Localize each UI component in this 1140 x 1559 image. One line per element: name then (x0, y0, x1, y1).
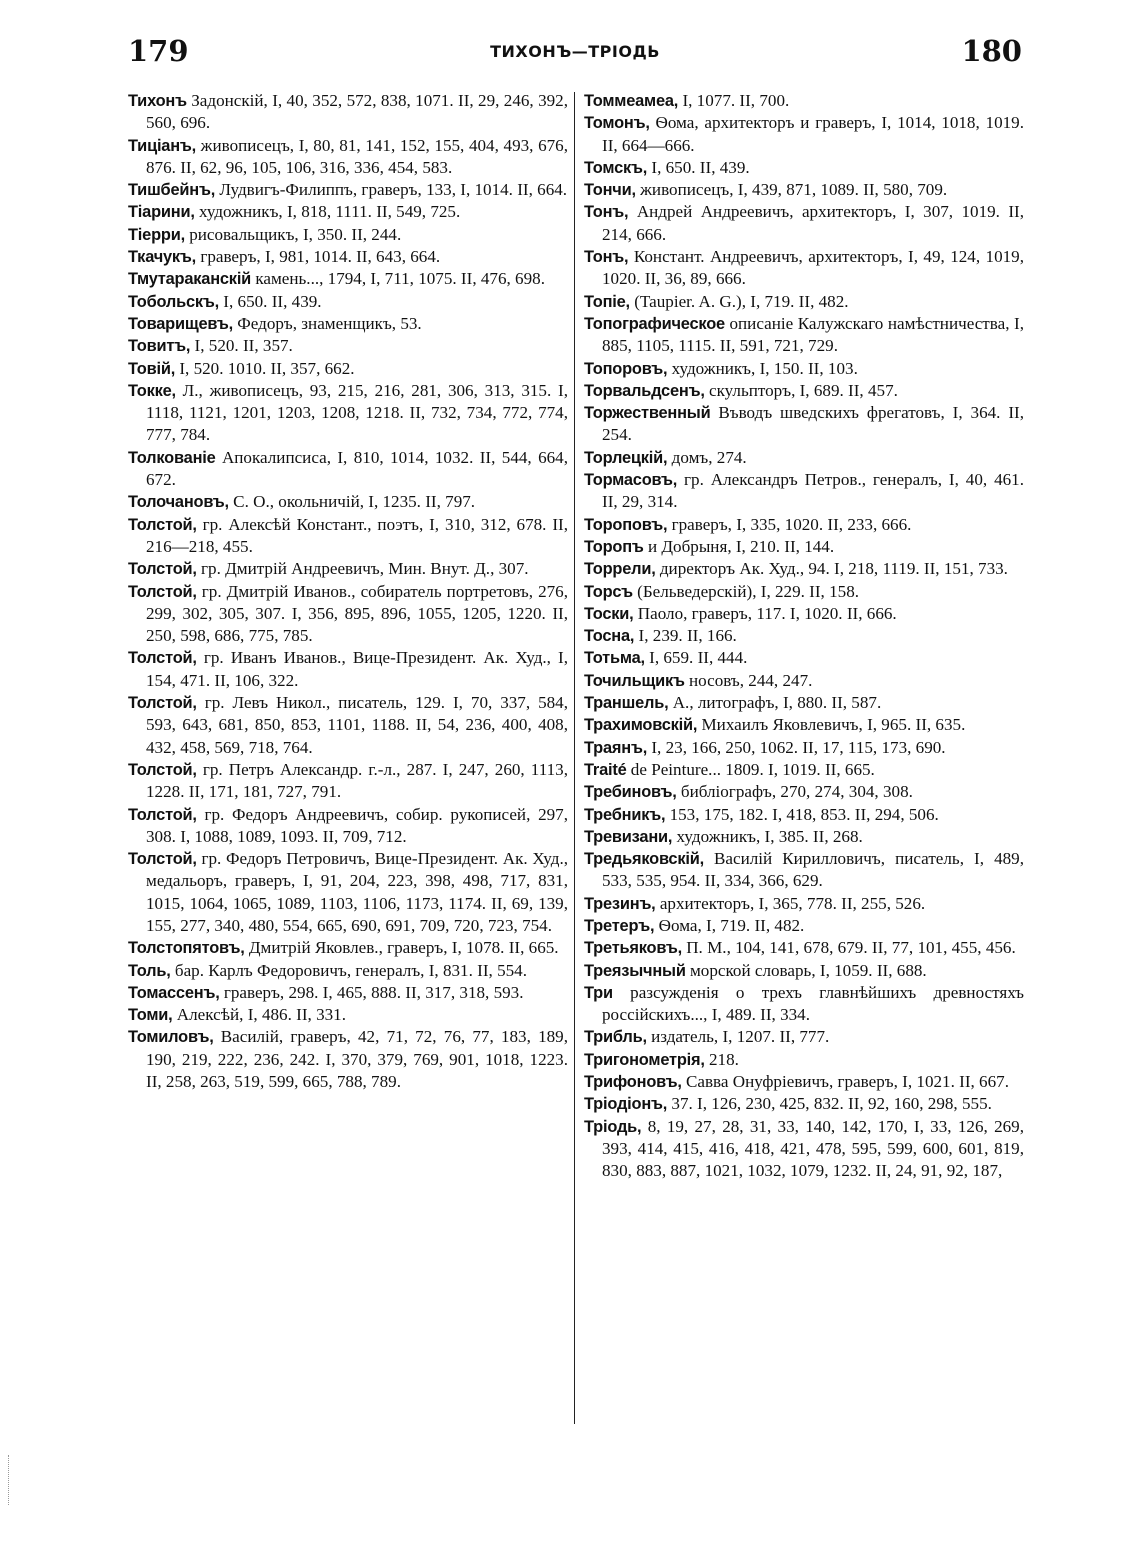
entry-headword: Требникъ, (584, 805, 666, 824)
entry-headword: Тріодіонъ, (584, 1095, 668, 1114)
entry-headword: Тосна, (584, 627, 635, 646)
index-entry (584, 848, 1024, 893)
entry-headword: Тиціанъ, (128, 136, 197, 155)
entry-headword: Томассенъ, (128, 983, 220, 1002)
index-entry (584, 112, 1024, 157)
entry-references: А., литографъ, I, 880. II, 587. (668, 693, 882, 713)
index-entry (584, 558, 1024, 580)
entry-references: Михаилъ Яковлевичъ, I, 965. II, 635. (697, 715, 966, 735)
entry-headword: Томмеамеа, (584, 92, 679, 110)
index-entry (584, 380, 1024, 402)
entry-headword: Томскъ, (584, 158, 648, 177)
entry-references: художникъ, I, 385. II, 268. (672, 826, 863, 846)
entry-headword: Трибль, (584, 1028, 647, 1047)
entry-references: Задонскій, I, 40, 352, 572, 838, 1071. II, 29, 246, 392, 560, 696. (146, 91, 568, 133)
entry-headword: Трахимовскій, (584, 716, 698, 735)
index-entry (584, 603, 1024, 625)
entry-headword: Товарищевъ, (128, 314, 233, 333)
index-entry (128, 848, 568, 937)
entry-references: описаніе Калужскаго намѣстничества, I, 885, 1105, 1115. II, 591, 721, 729. (602, 313, 1024, 356)
index-entry (584, 781, 1024, 803)
entry-references: Василій Кирилловичъ, писатель, I, 489, 533, 535, 954. II, 334, 366, 629. (602, 849, 1024, 891)
index-entry (128, 759, 568, 804)
entry-references: I, 239. II, 166. (634, 626, 737, 646)
entry-headword: Треязычный (584, 961, 686, 980)
index-entry (128, 692, 568, 759)
left-page-number: 179 (128, 34, 189, 68)
entry-headword: Толстой, (128, 582, 197, 601)
entry-headword: Траншель, (584, 694, 669, 713)
entry-references: de Peinture... 1809. I, 1019. II, 665. (626, 759, 875, 779)
index-entry (128, 937, 568, 959)
entry-headword: Тихонъ (128, 92, 187, 110)
entry-headword: Тормасовъ, (584, 471, 678, 490)
index-entry (128, 246, 568, 268)
entry-references: I, 520. II, 357. (190, 336, 293, 356)
entry-references: 8, 19, 27, 28, 31, 33, 140, 142, 170, I, 33, 126, 269, 393, 414, 415, 416, 418, 421, 478, 595, 599, 600, 601, 819, 830, 883, 887, 1021, 1032, 1079, 1232. II, 24, 91, 92, 187, (602, 1116, 1024, 1181)
entry-headword: Требиновъ, (584, 783, 677, 802)
entry-references: гр. Александръ Петров., генералъ, I, 40, 461. II, 29, 314. (602, 470, 1024, 512)
entry-references: гр. Дмитрій Иванов., собиратель портретовъ, 276, 299, 302, 305, 307. I, 356, 895, 896, 1055, 1205, 1220. II, 250, 598, 686, 775, 785. (146, 581, 568, 646)
index-entry (584, 982, 1024, 1027)
entry-references: Апокалипсиса, I, 810, 1014, 1032. II, 544, 664, 672. (146, 447, 568, 490)
entry-references: Василій, граверъ, 42, 71, 72, 76, 77, 183, 189, 190, 219, 222, 236, 242. I, 370, 379, 769, 901, 1018, 1223. II, 258, 263, 519, 599, 665, 788, 789. (146, 1027, 568, 1092)
index-entry (128, 380, 568, 447)
entry-references: гр. Федоръ Петровичъ, Вице-Президент. Ак. Худ., медальоръ, граверъ, I, 91, 204, 223, 398, 498, 717, 831, 1015, 1064, 1065, 1089, 1103, 1106, 1173, 1174. II, 69, 139, 155, 277, 340, 480, 554, 665, 690, 691, 709, 720, 723, 754. (146, 849, 568, 935)
entry-headword: Толь, (128, 961, 171, 980)
index-entry (584, 536, 1024, 558)
index-entry (128, 224, 568, 246)
entry-references: архитекторъ, I, 365, 778. II, 255, 526. (655, 893, 926, 913)
entry-headword: Торлецкій, (584, 448, 668, 467)
entry-headword: Тончи, (584, 181, 636, 200)
index-entry (584, 625, 1024, 647)
entry-references: гр. Дмитрій Андреевичъ, Мин. Внут. Д., 307. (196, 559, 529, 579)
entry-headword: Трезинъ, (584, 894, 656, 913)
index-entry (128, 647, 568, 692)
index-entry (128, 201, 568, 223)
index-entry (128, 491, 568, 513)
index-entry (584, 469, 1024, 514)
entry-references: директоръ Ак. Худ., 94. I, 218, 1119. II, 151, 733. (655, 559, 1008, 579)
entry-references: Федоръ, знаменщикъ, 53. (232, 313, 422, 333)
entry-references: гр. Левъ Никол., писатель, 129. I, 70, 337, 584, 593, 643, 681, 850, 853, 1101, 1188. II, 54, 236, 400, 408, 432, 458, 569, 718, 764. (146, 693, 568, 757)
entry-references: I, 650. II, 439. (219, 291, 322, 311)
index-entry (128, 514, 568, 559)
entry-headword: Тмутараканскій (128, 270, 252, 289)
index-entry (128, 447, 568, 492)
entry-references: 153, 175, 182. I, 418, 853. II, 294, 506. (665, 804, 939, 824)
index-entry (584, 179, 1024, 201)
entry-references: носовъ, 244, 247. (684, 670, 813, 690)
entry-headword: Тишбейнъ, (128, 181, 216, 200)
entry-references: бар. Карлъ Федоровичъ, генералъ, I, 831. II, 554. (170, 960, 527, 980)
column-divider (574, 92, 575, 1424)
entry-headword: Томонъ, (584, 114, 650, 133)
entry-references: 218. (704, 1049, 739, 1069)
entry-headword: Тотьма, (584, 649, 645, 668)
index-entry (584, 90, 1024, 112)
index-entry (584, 714, 1024, 736)
entry-headword: Тоски, (584, 604, 634, 623)
entry-headword: Тонъ, (584, 203, 629, 222)
entry-references: Л., живописецъ, 93, 215, 216, 281, 306, 313, 315. I, 1118, 1121, 1201, 1203, 1208, 1218. II, 732, 734, 772, 774, 777, 784. (146, 380, 568, 445)
index-entry (584, 670, 1024, 692)
index-entry (584, 647, 1024, 669)
index-entry (584, 915, 1024, 937)
index-entry (584, 759, 1024, 781)
entry-references: I, 650. II, 439. (647, 157, 750, 177)
margin-dotted-mark (8, 1455, 10, 1505)
entry-headword: Товитъ, (128, 337, 191, 356)
index-entry (128, 358, 568, 380)
entry-headword: Третеръ, (584, 916, 655, 935)
index-entry (128, 1026, 568, 1093)
entry-headword: Тіерри, (128, 225, 185, 244)
index-entry (584, 826, 1024, 848)
page-header (128, 30, 1022, 70)
entry-headword: Траянъ, (584, 738, 648, 757)
index-entry (128, 291, 568, 313)
entry-headword: Торрели, (584, 560, 656, 579)
entry-references: и Добрыня, I, 210. II, 144. (643, 536, 835, 556)
entry-references: Ѳома, I, 719. II, 482. (654, 915, 805, 935)
entry-headword: Толочановъ, (128, 493, 229, 512)
entry-headword: Тіарини, (128, 203, 195, 222)
index-entry (584, 960, 1024, 982)
entry-references: скульпторъ, I, 689. II, 457. (704, 380, 898, 400)
entry-headword: Толстой, (128, 649, 197, 668)
index-entry (128, 268, 568, 290)
entry-headword: Тонъ, (584, 248, 629, 267)
entry-references: Дмитрій Яковлев., граверъ, I, 1078. II, 665. (244, 938, 559, 958)
index-entry (584, 402, 1024, 447)
index-entry (128, 90, 568, 135)
index-entry (128, 335, 568, 357)
entry-references: гр. Петръ Александр. г.-л., 287. I, 247, 260, 1113, 1228. II, 171, 181, 727, 791. (146, 759, 568, 802)
entry-headword: Топографическое (584, 314, 725, 333)
entry-headword: Толкованіе (128, 448, 216, 467)
entry-references: Констант. Андреевичъ, архитекторъ, I, 49, 124, 1019, 1020. II, 36, 89, 666. (602, 247, 1024, 289)
entry-references: Въводъ шведскихъ фрегатовъ, I, 364. II, 254. (602, 403, 1024, 445)
index-entry (128, 960, 568, 982)
index-entry (584, 514, 1024, 536)
entry-headword: Торжественный (584, 404, 711, 423)
index-entry (584, 1026, 1024, 1048)
entry-references: издатель, I, 1207. II, 777. (646, 1027, 830, 1047)
index-entry (584, 1116, 1024, 1183)
index-entry (128, 581, 568, 648)
entry-headword: Томи, (128, 1006, 173, 1025)
entry-headword: Третьяковъ, (584, 939, 682, 958)
entry-references: Андрей Андреевичъ, архитекторъ, I, 307, 1019. II, 214, 666. (602, 202, 1024, 244)
entry-headword: Толстой, (128, 694, 197, 713)
entry-references: домъ, 274. (667, 447, 747, 467)
entry-references: художникъ, I, 150. II, 103. (667, 358, 858, 378)
index-entry (128, 558, 568, 580)
entry-headword: Толстой, (128, 805, 197, 824)
entry-headword: Торвальдсенъ, (584, 381, 705, 400)
entry-references: Савва Онуфріевичъ, граверъ, I, 1021. II, 667. (681, 1072, 1009, 1092)
entry-references: 37. I, 126, 230, 425, 832. II, 92, 160, 298, 555. (667, 1094, 992, 1114)
index-entry (128, 804, 568, 849)
entry-headword: Толстой, (128, 760, 197, 779)
entry-references: живописецъ, I, 80, 81, 141, 152, 155, 404, 493, 676, 876. II, 62, 96, 105, 106, 316, 336, 454, 583. (146, 135, 568, 177)
entry-references: граверъ, 298. I, 465, 888. II, 317, 318, 593. (219, 982, 524, 1002)
entry-headword: Тригонометрія, (584, 1050, 705, 1069)
entry-headword: Токке, (128, 381, 176, 400)
entry-headword: Торсъ (584, 582, 633, 601)
entry-references: морской словарь, I, 1059. II, 688. (685, 960, 927, 980)
entry-references: гр. Алексѣй Констант., поэтъ, I, 310, 312, 678. II, 216—218, 455. (146, 514, 568, 556)
entry-headword: Топоровъ, (584, 359, 668, 378)
entry-references: рисовальщикъ, I, 350. II, 244. (184, 224, 402, 244)
entry-references: I, 659. II, 444. (644, 648, 748, 668)
entry-references: художникъ, I, 818, 1111. II, 549, 725. (194, 202, 461, 222)
index-entry (584, 313, 1024, 358)
index-entry (584, 804, 1024, 826)
index-entry (584, 893, 1024, 915)
entry-headword: Толстой, (128, 560, 197, 579)
index-entry (584, 1093, 1024, 1115)
entry-headword: Топіе, (584, 292, 630, 311)
entry-references: гр. Иванъ Иванов., Вице-Президент. Ак. Худ., I, 154, 471. II, 106, 322. (146, 648, 568, 690)
entry-headword: Тобольскъ, (128, 292, 220, 311)
index-entry (584, 1071, 1024, 1093)
index-entry (584, 157, 1024, 179)
index-entry (128, 135, 568, 180)
entry-references: библіографъ, 270, 274, 304, 308. (676, 782, 913, 802)
entry-references: Ѳома, архитекторъ и граверъ, I, 1014, 1018, 1019. II, 664—666. (602, 113, 1024, 155)
entry-references: (Бельведерскій), I, 229. II, 158. (632, 581, 860, 601)
index-entry (584, 1049, 1024, 1071)
entry-references: Алексѣй, I, 486. II, 331. (172, 1005, 346, 1025)
right-column (584, 90, 1024, 1183)
index-entry (584, 581, 1024, 603)
entry-references: разсужденія о трехъ главнѣйшихъ древностяхъ россійскихъ..., I, 489. II, 334. (602, 982, 1024, 1025)
index-entry (128, 179, 568, 201)
entry-references: С. О., окольничій, I, 1235. II, 797. (228, 492, 476, 512)
entry-references: гр. Федоръ Андреевичъ, собир. рукописей, 297, 308. I, 1088, 1089, 1093. II, 709, 712. (146, 804, 568, 846)
index-entry (584, 291, 1024, 313)
entry-references: I, 23, 166, 250, 1062. II, 17, 115, 173, 690. (647, 737, 946, 757)
entry-headword: Тревизани, (584, 827, 673, 846)
index-entry (584, 937, 1024, 959)
entry-headword: Томиловъ, (128, 1028, 214, 1047)
index-entry (584, 692, 1024, 714)
entry-headword: Торопъ (584, 537, 644, 556)
entry-references: живописецъ, I, 439, 871, 1089. II, 580, 709. (635, 180, 948, 200)
entry-headword: Тороповъ, (584, 515, 668, 534)
entry-references: I, 1077. II, 700. (678, 91, 790, 110)
entry-references: П. М., 104, 141, 678, 679. II, 77, 101, 455, 456. (681, 938, 1016, 958)
entry-headword: Тріодь, (584, 1117, 642, 1136)
entry-headword: Толстой, (128, 850, 197, 869)
index-entry (128, 313, 568, 335)
left-column (128, 90, 568, 1093)
entry-headword: Три (584, 983, 613, 1002)
entry-references: Паоло, граверъ, 117. I, 1020. II, 666. (633, 603, 897, 623)
entry-headword: Тредьяковскій, (584, 850, 704, 869)
entry-references: граверъ, I, 981, 1014. II, 643, 664. (196, 247, 441, 267)
entry-headword: Ткачукъ, (128, 248, 197, 267)
index-entry (584, 201, 1024, 246)
entry-headword: Товій, (128, 359, 176, 378)
index-entry (584, 246, 1024, 291)
entry-references: камень..., 1794, I, 711, 1075. II, 476, 698. (251, 269, 545, 289)
entry-headword: Traité (584, 760, 627, 779)
entry-references: граверъ, I, 335, 1020. II, 233, 666. (667, 514, 912, 534)
entry-headword: Точильщикъ (584, 671, 685, 690)
entry-headword: Толстой, (128, 515, 197, 534)
entry-references: I, 520. 1010. II, 357, 662. (175, 358, 355, 378)
entry-references: Лудвигъ-Филиппъ, граверъ, 133, I, 1014. II, 664. (215, 180, 568, 200)
index-entry (584, 447, 1024, 469)
index-entry (128, 982, 568, 1004)
entry-headword: Толстопятовъ, (128, 939, 245, 958)
index-entry (584, 358, 1024, 380)
entry-headword: Трифоновъ, (584, 1073, 682, 1092)
entry-references: (Taupier. A. G.), I, 719. II, 482. (629, 291, 849, 311)
running-title: ТИХОНЪ—ТРІОДЬ (490, 42, 660, 61)
index-entry (128, 1004, 568, 1026)
right-page-number: 180 (961, 34, 1022, 68)
index-entry (584, 737, 1024, 759)
